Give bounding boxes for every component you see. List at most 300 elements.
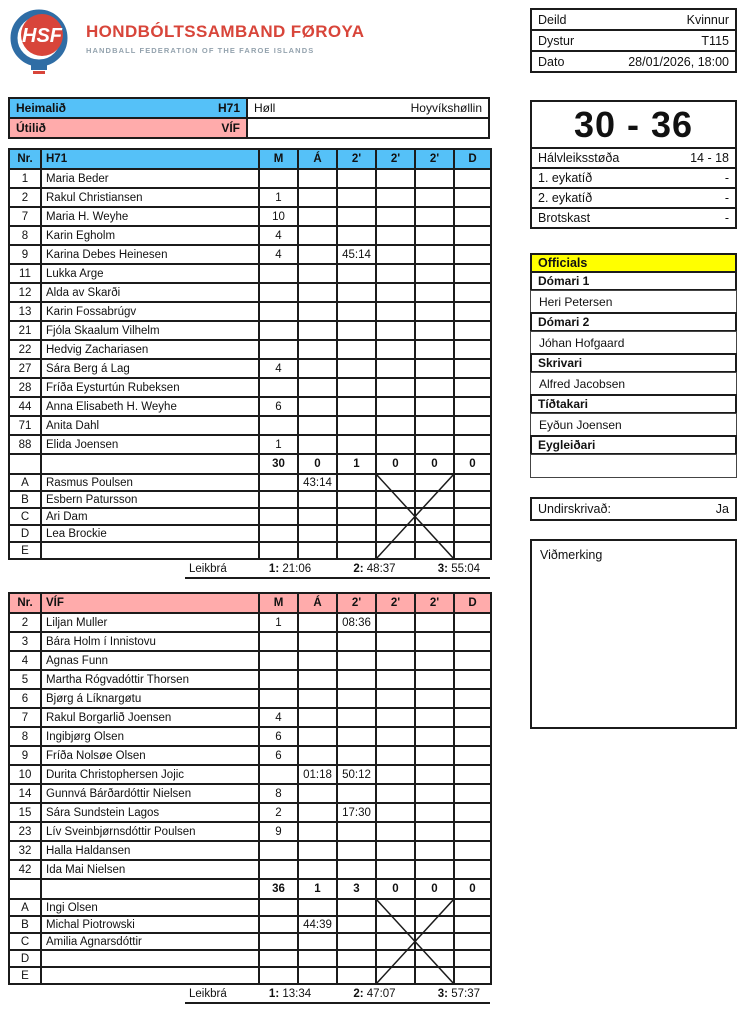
player-number: 9 (9, 746, 41, 765)
player-row (9, 302, 491, 321)
official-key: E (9, 542, 41, 559)
disqualification-cell (454, 613, 491, 632)
disqualification-cell (454, 727, 491, 746)
goals-cell: 4 (259, 359, 298, 378)
official-role: Dómari 1 (530, 271, 737, 291)
suspension1-cell (337, 264, 376, 283)
official-entry (530, 271, 737, 314)
total-goals: 36 (259, 879, 298, 899)
player-row (9, 378, 491, 397)
suspension1-cell (337, 283, 376, 302)
info-row (530, 29, 737, 52)
warning-cell (298, 321, 337, 340)
disqualification-cell (454, 765, 491, 784)
goals-cell (259, 416, 298, 435)
player-name: Fríða Nolsøe Olsen (41, 746, 259, 765)
player-row (9, 727, 491, 746)
goals-cell (259, 689, 298, 708)
disqualification-cell (454, 226, 491, 245)
team-official-row (9, 899, 491, 916)
suspension1-cell (337, 841, 376, 860)
official-name: Rasmus Poulsen (41, 474, 259, 491)
official-key: C (9, 933, 41, 950)
player-number: 21 (9, 321, 41, 340)
suspension1-cell (337, 899, 376, 916)
suspension3-cell (415, 474, 454, 491)
suspension1-cell: 50:12 (337, 765, 376, 784)
goals-cell (259, 899, 298, 916)
suspension2-cell (376, 950, 415, 967)
warning-cell (298, 378, 337, 397)
match-info-box (530, 8, 737, 73)
player-number: 2 (9, 613, 41, 632)
player-row (9, 397, 491, 416)
suspension2-cell (376, 525, 415, 542)
team-official-row (9, 474, 491, 491)
col-number: Nr. (9, 149, 41, 169)
suspension2-cell (376, 841, 415, 860)
suspension3-cell (415, 340, 454, 359)
disqualification-cell (454, 378, 491, 397)
official-role: Skrivari (530, 353, 737, 373)
player-number: 42 (9, 860, 41, 879)
suspension3-cell (415, 899, 454, 916)
player-number: 1 (9, 169, 41, 188)
player-name: Durita Christophersen Jojic (41, 765, 259, 784)
suspension1-cell: 08:36 (337, 613, 376, 632)
player-name: Karin Fossabrúgv (41, 302, 259, 321)
player-name: Bjørg á Líknargøtu (41, 689, 259, 708)
player-row (9, 784, 491, 803)
player-name: Lív Sveinbjørnsdóttir Poulsen (41, 822, 259, 841)
officials-panel (530, 253, 737, 478)
goals-cell (259, 967, 298, 984)
goals-cell (259, 933, 298, 950)
warning-cell (298, 264, 337, 283)
player-name: Rakul Borgarlið Joensen (41, 708, 259, 727)
official-name: Michal Piotrowski (41, 916, 259, 933)
player-name: Karina Debes Heinesen (41, 245, 259, 264)
goals-cell (259, 169, 298, 188)
suspension3-cell (415, 169, 454, 188)
disqualification-cell (454, 708, 491, 727)
goals-cell (259, 525, 298, 542)
player-number: 32 (9, 841, 41, 860)
goals-cell (259, 474, 298, 491)
player-name: Maria Beder (41, 169, 259, 188)
info-value: 28/01/2026, 18:00 (628, 54, 729, 69)
col-susp2: 2' (376, 149, 415, 169)
player-row (9, 359, 491, 378)
disqualification-cell (454, 542, 491, 559)
suspension1-cell (337, 525, 376, 542)
suspension1-cell (337, 689, 376, 708)
warning-cell (298, 613, 337, 632)
player-number: 10 (9, 765, 41, 784)
warning-cell (298, 525, 337, 542)
suspension3-cell (415, 651, 454, 670)
suspension1-cell (337, 397, 376, 416)
signature-box (530, 497, 737, 521)
suspension2-cell (376, 302, 415, 321)
official-entry (530, 312, 737, 355)
player-number: 4 (9, 651, 41, 670)
suspension1-cell: 45:14 (337, 245, 376, 264)
official-name: Jóhan Hofgaard (530, 331, 737, 355)
suspension1-cell (337, 822, 376, 841)
suspension2-cell (376, 708, 415, 727)
suspension2-cell (376, 765, 415, 784)
warning-cell (298, 207, 337, 226)
signature-value: Ja (715, 502, 729, 516)
player-number: 88 (9, 435, 41, 454)
timeout-3: 3: 57:37 (437, 988, 480, 1000)
player-name: Ingibjørg Olsen (41, 727, 259, 746)
suspension3-cell (415, 784, 454, 803)
suspension3-cell (415, 245, 454, 264)
player-row (9, 435, 491, 454)
disqualification-cell (454, 784, 491, 803)
goals-cell (259, 950, 298, 967)
player-row (9, 689, 491, 708)
player-number: 44 (9, 397, 41, 416)
total-susp3: 0 (415, 879, 454, 899)
match-header (8, 97, 490, 139)
suspension2-cell (376, 651, 415, 670)
suspension2-cell (376, 491, 415, 508)
disqualification-cell (454, 207, 491, 226)
hall-cell (246, 97, 490, 119)
suspension2-cell (376, 803, 415, 822)
goals-cell (259, 283, 298, 302)
col-goals: M (259, 593, 298, 613)
goals-cell (259, 841, 298, 860)
disqualification-cell (454, 822, 491, 841)
suspension3-cell (415, 746, 454, 765)
home-roster-table (8, 148, 492, 560)
player-name: Alda av Skarði (41, 283, 259, 302)
home-table-header (9, 149, 491, 169)
disqualification-cell (454, 435, 491, 454)
official-name (41, 967, 259, 984)
score-detail-value: - (724, 191, 729, 205)
timeout-2: 2: 47:07 (353, 988, 396, 1000)
score-detail-value: - (724, 211, 729, 225)
goals-cell: 10 (259, 207, 298, 226)
suspension2-cell (376, 508, 415, 525)
player-number: 15 (9, 803, 41, 822)
hall-label: Høll (254, 101, 276, 115)
official-name: Alfred Jacobsen (530, 372, 737, 396)
goals-cell: 6 (259, 746, 298, 765)
col-team: H71 (41, 149, 259, 169)
suspension3-cell (415, 632, 454, 651)
warning-cell (298, 169, 337, 188)
suspension2-cell (376, 632, 415, 651)
suspension1-cell (337, 340, 376, 359)
goals-cell (259, 670, 298, 689)
warning-cell (298, 508, 337, 525)
warning-cell (298, 746, 337, 765)
player-number: 28 (9, 378, 41, 397)
suspension2-cell (376, 378, 415, 397)
total-warnings: 0 (298, 454, 337, 474)
warning-cell: 01:18 (298, 765, 337, 784)
warning-cell (298, 226, 337, 245)
player-name: Maria H. Weyhe (41, 207, 259, 226)
col-susp1: 2' (337, 593, 376, 613)
suspension3-cell (415, 670, 454, 689)
player-row (9, 264, 491, 283)
player-number: 11 (9, 264, 41, 283)
suspension2-cell (376, 860, 415, 879)
player-row (9, 613, 491, 632)
player-name: Anna Elisabeth H. Weyhe (41, 397, 259, 416)
col-susp3: 2' (415, 593, 454, 613)
timeout-label: Leikbrá (189, 988, 227, 1000)
goals-cell: 8 (259, 784, 298, 803)
player-row (9, 746, 491, 765)
suspension2-cell (376, 784, 415, 803)
suspension3-cell (415, 542, 454, 559)
suspension2-cell (376, 321, 415, 340)
official-name: Ari Dam (41, 508, 259, 525)
goals-cell: 6 (259, 727, 298, 746)
goals-cell: 4 (259, 226, 298, 245)
total-disq: 0 (454, 454, 491, 474)
suspension3-cell (415, 416, 454, 435)
player-number: 12 (9, 283, 41, 302)
disqualification-cell (454, 803, 491, 822)
suspension1-cell (337, 435, 376, 454)
official-key: B (9, 916, 41, 933)
suspension3-cell (415, 765, 454, 784)
official-role: Eygleiðari (530, 435, 737, 455)
suspension3-cell (415, 525, 454, 542)
player-number: 27 (9, 359, 41, 378)
warning-cell (298, 416, 337, 435)
disqualification-cell (454, 525, 491, 542)
warning-cell (298, 340, 337, 359)
remarks-box (530, 539, 737, 729)
player-number: 23 (9, 822, 41, 841)
goals-cell: 2 (259, 803, 298, 822)
player-name: Liljan Muller (41, 613, 259, 632)
suspension2-cell (376, 916, 415, 933)
warning-cell (298, 651, 337, 670)
player-number: 5 (9, 670, 41, 689)
suspension1-cell (337, 491, 376, 508)
disqualification-cell (454, 632, 491, 651)
timeout-2: 2: 48:37 (353, 563, 396, 575)
warning-cell (298, 245, 337, 264)
suspension3-cell (415, 508, 454, 525)
total-warnings: 1 (298, 879, 337, 899)
signature-label: Undirskrivað: (538, 502, 611, 516)
disqualification-cell (454, 188, 491, 207)
suspension3-cell (415, 841, 454, 860)
col-susp2: 2' (376, 593, 415, 613)
col-number: Nr. (9, 593, 41, 613)
disqualification-cell (454, 283, 491, 302)
goals-cell (259, 765, 298, 784)
suspension3-cell (415, 378, 454, 397)
official-key: D (9, 525, 41, 542)
suspension3-cell (415, 822, 454, 841)
suspension2-cell (376, 435, 415, 454)
federation-name (86, 8, 364, 55)
official-entry (530, 394, 737, 437)
official-key: B (9, 491, 41, 508)
official-key: E (9, 967, 41, 984)
disqualification-cell (454, 841, 491, 860)
suspension1-cell: 17:30 (337, 803, 376, 822)
official-entry (530, 353, 737, 396)
remarks-label: Viðmerking (540, 548, 603, 562)
col-disq: D (454, 593, 491, 613)
player-number: 7 (9, 708, 41, 727)
official-role: Tíðtakari (530, 394, 737, 414)
score-detail-label: Hálvleiksstøða (538, 151, 620, 165)
final-score: 30 - 36 (530, 100, 737, 149)
suspension2-cell (376, 188, 415, 207)
suspension2-cell (376, 169, 415, 188)
team-official-row (9, 542, 491, 559)
player-name: Lukka Arge (41, 264, 259, 283)
suspension1-cell (337, 933, 376, 950)
goals-cell (259, 340, 298, 359)
score-detail-label: 2. eykatíð (538, 191, 593, 205)
disqualification-cell (454, 508, 491, 525)
suspension3-cell (415, 933, 454, 950)
home-team-row (8, 97, 490, 119)
player-row (9, 822, 491, 841)
warning-cell (298, 397, 337, 416)
hsf-ball-icon (10, 8, 72, 81)
player-name: Hedvig Zachariasen (41, 340, 259, 359)
goals-cell: 1 (259, 435, 298, 454)
goals-cell (259, 321, 298, 340)
suspension3-cell (415, 950, 454, 967)
player-row (9, 860, 491, 879)
total-goals: 30 (259, 454, 298, 474)
suspension2-cell (376, 226, 415, 245)
player-row (9, 169, 491, 188)
team-official-row (9, 950, 491, 967)
disqualification-cell (454, 916, 491, 933)
info-label: Dato (538, 54, 565, 69)
suspension2-cell (376, 207, 415, 226)
disqualification-cell (454, 302, 491, 321)
goals-cell (259, 542, 298, 559)
disqualification-cell (454, 264, 491, 283)
suspension2-cell (376, 283, 415, 302)
warning-cell (298, 860, 337, 879)
warning-cell (298, 899, 337, 916)
disqualification-cell (454, 670, 491, 689)
info-label: Dystur (538, 33, 575, 48)
col-warning: Á (298, 593, 337, 613)
player-name: Fjóla Skaalum Vilhelm (41, 321, 259, 340)
away-roster (8, 592, 490, 1004)
goals-cell: 1 (259, 188, 298, 207)
goals-cell (259, 916, 298, 933)
info-row (530, 50, 737, 73)
col-team: VÍF (41, 593, 259, 613)
disqualification-cell (454, 950, 491, 967)
empty-cell (246, 117, 490, 139)
official-key: A (9, 899, 41, 916)
official-name: Heri Petersen (530, 290, 737, 314)
disqualification-cell (454, 321, 491, 340)
warning-cell (298, 822, 337, 841)
player-row (9, 765, 491, 784)
player-row (9, 841, 491, 860)
disqualification-cell (454, 746, 491, 765)
timeout-3: 3: 55:04 (437, 563, 480, 575)
home-team-cell (8, 97, 248, 119)
player-row (9, 803, 491, 822)
suspension3-cell (415, 397, 454, 416)
disqualification-cell (454, 491, 491, 508)
team-official-row (9, 525, 491, 542)
suspension1-cell (337, 784, 376, 803)
total-susp1: 3 (337, 879, 376, 899)
suspension1-cell (337, 321, 376, 340)
suspension3-cell (415, 803, 454, 822)
warning-cell (298, 803, 337, 822)
suspension2-cell (376, 899, 415, 916)
disqualification-cell (454, 359, 491, 378)
disqualification-cell (454, 169, 491, 188)
federation-logo (10, 8, 364, 81)
score-detail-row (530, 187, 737, 209)
suspension2-cell (376, 746, 415, 765)
player-row (9, 670, 491, 689)
suspension1-cell (337, 651, 376, 670)
col-warning: Á (298, 149, 337, 169)
player-row (9, 226, 491, 245)
suspension1-cell (337, 359, 376, 378)
disqualification-cell (454, 340, 491, 359)
suspension2-cell (376, 340, 415, 359)
player-row (9, 207, 491, 226)
disqualification-cell (454, 416, 491, 435)
disqualification-cell (454, 245, 491, 264)
player-row (9, 708, 491, 727)
away-team-row (8, 117, 490, 139)
warning-cell (298, 542, 337, 559)
player-row (9, 188, 491, 207)
disqualification-cell (454, 474, 491, 491)
official-name: Eyðun Joensen (530, 413, 737, 437)
suspension3-cell (415, 264, 454, 283)
score-detail-row (530, 147, 737, 169)
official-key: C (9, 508, 41, 525)
suspension3-cell (415, 491, 454, 508)
goals-cell (259, 651, 298, 670)
away-timeouts (185, 985, 490, 1004)
total-susp3: 0 (415, 454, 454, 474)
score-panel (530, 100, 737, 229)
total-disq: 0 (454, 879, 491, 899)
info-row (530, 8, 737, 31)
suspension1-cell (337, 169, 376, 188)
player-name: Rakul Christiansen (41, 188, 259, 207)
totals-row (9, 879, 491, 899)
player-number: 2 (9, 188, 41, 207)
goals-cell (259, 491, 298, 508)
